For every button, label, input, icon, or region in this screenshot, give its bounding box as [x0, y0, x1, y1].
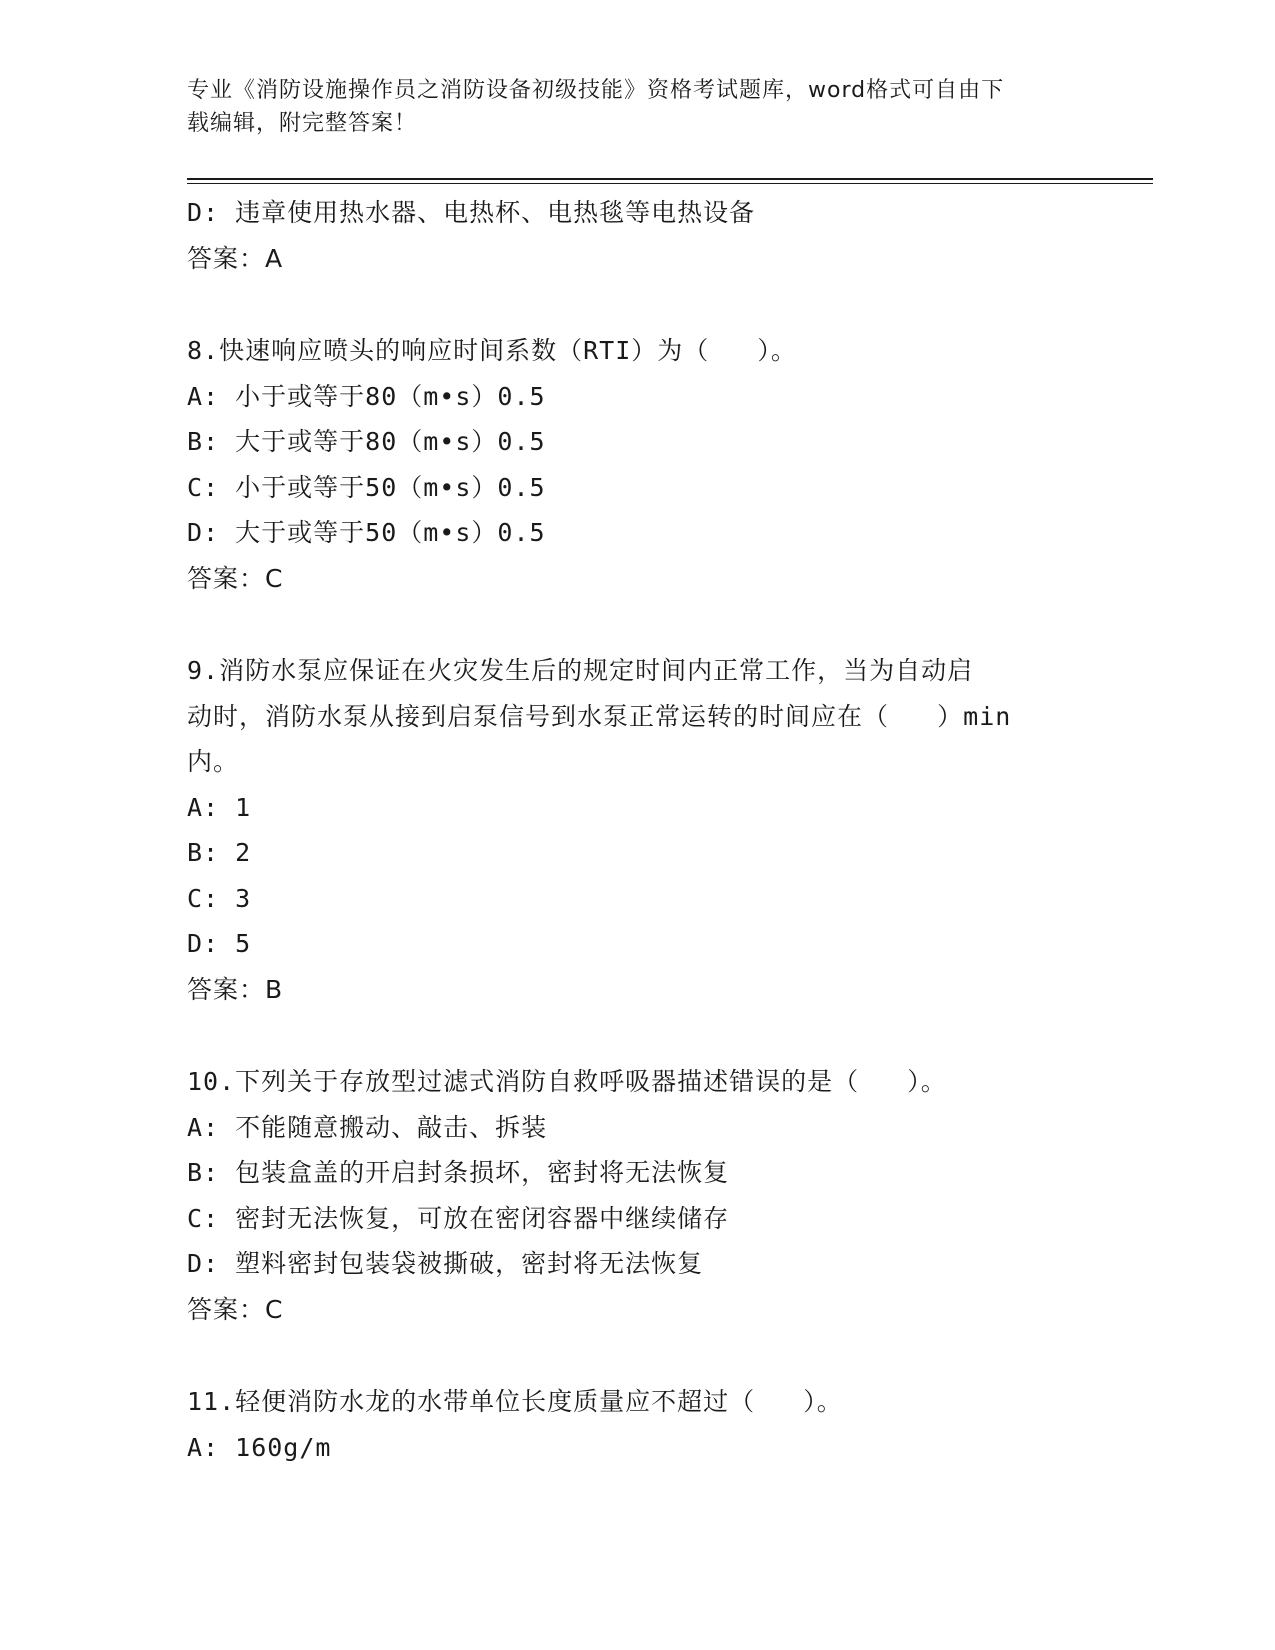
- answer-label: 答案：C: [187, 1294, 284, 1324]
- question-title: 10.下列关于存放型过滤式消防自救呼吸器描述错误的是（ ）。: [187, 1067, 947, 1096]
- option-b: B: 包装盒盖的开启封条损坏，密封将无法恢复: [187, 1158, 730, 1187]
- option-a: A: 不能随意搬动、敲击、拆装: [187, 1112, 548, 1142]
- option-d: D: 5: [187, 929, 252, 958]
- question-title: 11.轻便消防水龙的水带单位长度质量应不超过（ ）。: [187, 1387, 843, 1416]
- question-title: 8.快速响应喷头的响应时间系数（RTI）为（ ）。: [187, 336, 797, 365]
- document-header: [187, 74, 1067, 140]
- spacer: [187, 601, 1087, 648]
- answer-label: 答案：B: [187, 974, 284, 1004]
- spacer: [187, 1332, 1087, 1379]
- header-line-2: 载编辑，附完整答案！: [187, 111, 418, 136]
- spacer: [187, 1012, 1087, 1059]
- option-a: A: 1: [187, 792, 252, 822]
- header-line-1: 专业《消防设施操作员之消防设备初级技能》资格考试题库，word格式可自由下: [187, 78, 1005, 103]
- spacer: [187, 281, 1087, 328]
- header-divider-thin: [187, 183, 1153, 184]
- question-8: [187, 328, 1087, 601]
- question-10: [187, 1059, 1087, 1332]
- question-11: [187, 1379, 1087, 1470]
- option-b: B: 2: [187, 838, 252, 867]
- option-a: A: 160g/m: [187, 1432, 332, 1462]
- question-7-tail: [187, 190, 1087, 281]
- question-9: [187, 648, 1087, 1012]
- question-title-line-1: 9.消防水泵应保证在火灾发生后的规定时间内正常工作，当为自动启: [187, 656, 974, 685]
- option-d: D: 违章使用热水器、电热杯、电热毯等电热设备: [187, 198, 756, 227]
- option-c: C: 小于或等于50（m•s）0.5: [187, 472, 546, 502]
- option-b: B: 大于或等于80（m•s）0.5: [187, 427, 546, 456]
- question-title-line-2: 动时，消防水泵从接到启泵信号到水泵正常运转的时间应在（ ）min: [187, 701, 1012, 731]
- option-a: A: 小于或等于80（m•s）0.5: [187, 381, 546, 411]
- answer-label: 答案：A: [187, 243, 284, 273]
- option-d: D: 大于或等于50（m•s）0.5: [187, 518, 546, 547]
- header-divider-thick: [187, 178, 1153, 180]
- option-c: C: 3: [187, 883, 252, 913]
- question-title-line-3: 内。: [187, 747, 240, 776]
- option-d: D: 塑料密封包装袋被撕破，密封将无法恢复: [187, 1249, 704, 1278]
- answer-label: 答案：C: [187, 563, 284, 593]
- option-c: C: 密封无法恢复，可放在密闭容器中继续储存: [187, 1203, 730, 1233]
- question-list: [187, 190, 1087, 1470]
